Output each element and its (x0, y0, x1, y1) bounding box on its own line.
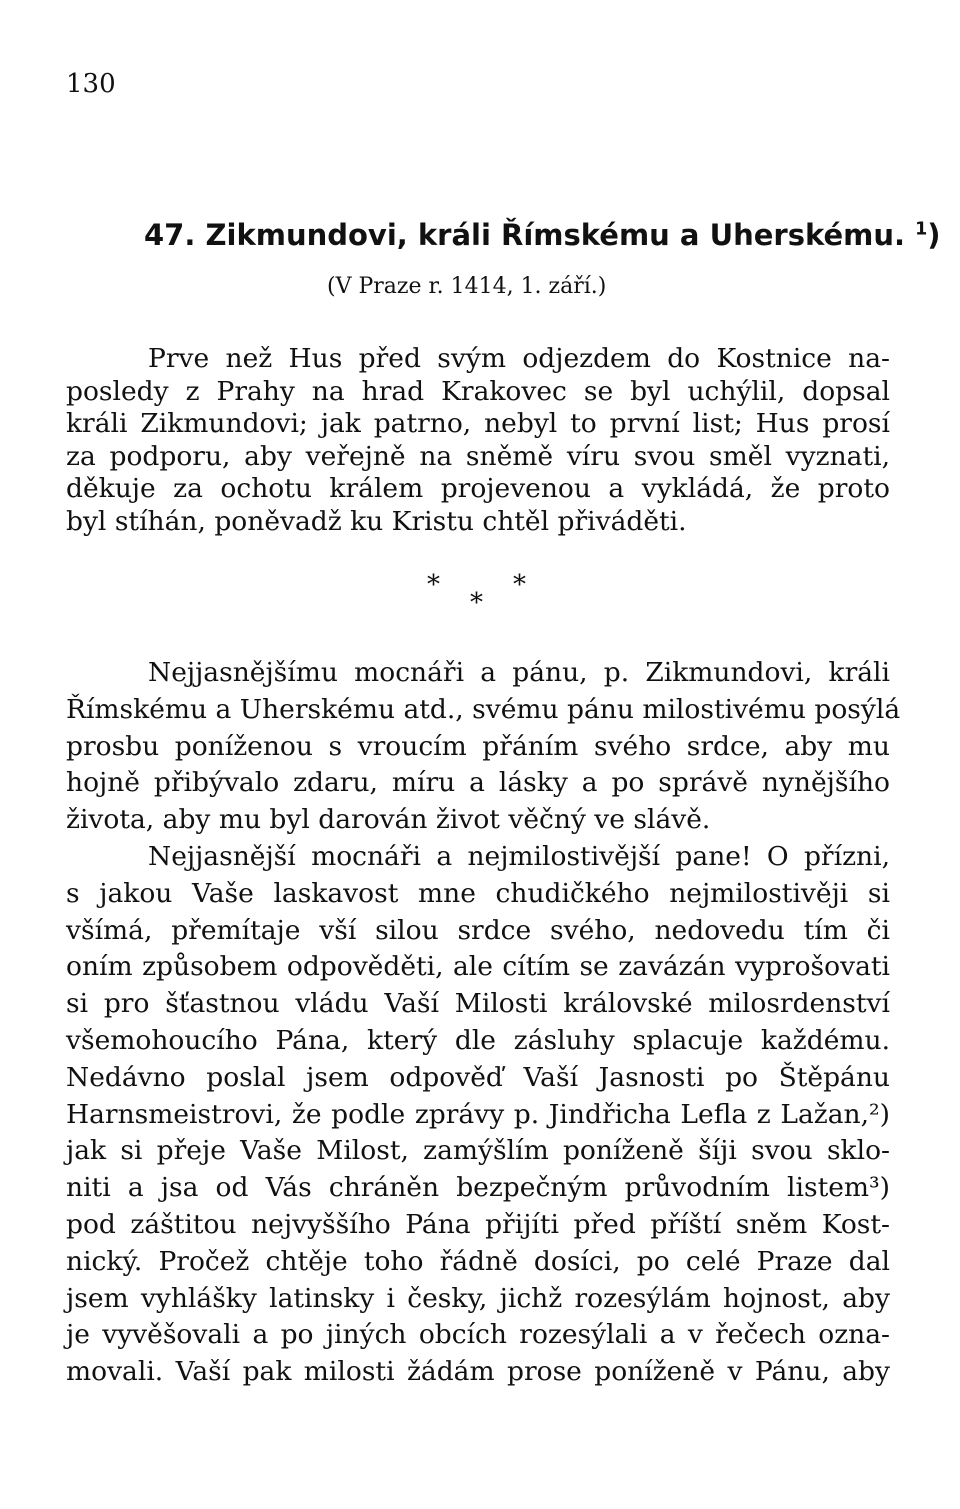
dateline: (V Praze r. 1414, 1. září.) (327, 274, 607, 299)
letter-heading (144, 218, 941, 252)
summary-line: za podporu, aby veřejně na sněmě víru svou směl vyznati, (66, 440, 890, 472)
footnote-close: ) (927, 218, 941, 252)
section-separator (0, 566, 960, 618)
summary-line: děkuje za ochotu králem projevenou a vykládá, že proto (66, 473, 890, 504)
letter-line: movali. Vaší pak milosti žádám prose poníženě v Pánu, aby (66, 1356, 890, 1388)
letter-number: 47. (144, 218, 196, 252)
letter-line: niti a jsa od Vás chráněn bezpečným průvodním listem³) (66, 1172, 890, 1204)
letter-line: si pro šťastnou vládu Vaší Milosti královské milosrdenství (66, 988, 890, 1020)
summary-paragraph (66, 343, 890, 538)
letter-line: jak si přeje Vaše Milost, zamýšlím poníženě šíji svou sklo- (66, 1135, 890, 1167)
letter-line: všemohoucího Pána, který dle zásluhy splacuje každému. (66, 1024, 890, 1056)
letter-line: oním způsobem odpověděti, ale cítím se zavázán vyprošovati (66, 951, 890, 983)
summary-line: Prve než Hus před svým odjezdem do Kostnice na- (148, 343, 890, 374)
footnote-mark: 1 (915, 219, 928, 240)
separator-star: * (427, 570, 440, 600)
letter-title: Zikmundovi, králi Římskému a Uherskému. (205, 218, 906, 252)
letter-line: nický. Pročež chtěje toho řádně dosíci, po celé Praze dal (66, 1245, 890, 1277)
separator-star: * (470, 588, 483, 618)
letter-line: Římskému a Uherskému atd., svému pánu milostivému posýlá (66, 693, 901, 725)
letter-line: prosbu poníženou s vroucím přáním svého srdce, aby mu (66, 730, 890, 762)
letter-body (66, 655, 901, 1391)
letter-line: života, aby mu byl darován život věčný ve slávě. (66, 804, 711, 836)
letter-line: jsem vyhlášky latinsky i česky, jichž rozesýlám hojnost, aby (66, 1282, 890, 1314)
letter-line: pod záštitou nejvyššího Pána přijíti před příští sněm Kost- (66, 1208, 890, 1240)
letter-line: hojně přibývalo zdaru, míru a lásky a po správě nynějšího (66, 767, 890, 799)
letter-line: je vyvěšovali a po jiných obcích rozesýlali a v řečech ozna- (66, 1319, 890, 1351)
letter-line: všímá, přemítaje vší silou srdce svého, nedovedu tím či (66, 914, 890, 946)
letter-line: Harnsmeistrovi, že podle zprávy p. Jindřicha Lefla z Lažan,²) (66, 1098, 890, 1130)
separator-star: * (513, 570, 526, 600)
letter-line: Nejjasnějšímu mocnáři a pánu, p. Zikmundovi, králi (148, 657, 890, 688)
letter-line: Nedávno poslal jsem odpověď Vaší Jasnosti po Štěpánu (66, 1061, 890, 1093)
summary-line: posledy z Prahy na hrad Krakovec se byl uchýlil, dopsal (66, 375, 890, 407)
letter-line: Nejjasnější mocnáři a nejmilostivější pane! O přízni, (148, 840, 890, 872)
page-number: 130 (66, 69, 116, 99)
summary-line: králi Zikmundovi; jak patrno, nebyl to první list; Hus prosí (66, 408, 890, 439)
letter-line: s jakou Vaše laskavost mne chudičkého nejmilostivěji si (66, 877, 890, 909)
summary-line: byl stíhán, poněvadž ku Kristu chtěl přiváděti. (66, 505, 687, 537)
